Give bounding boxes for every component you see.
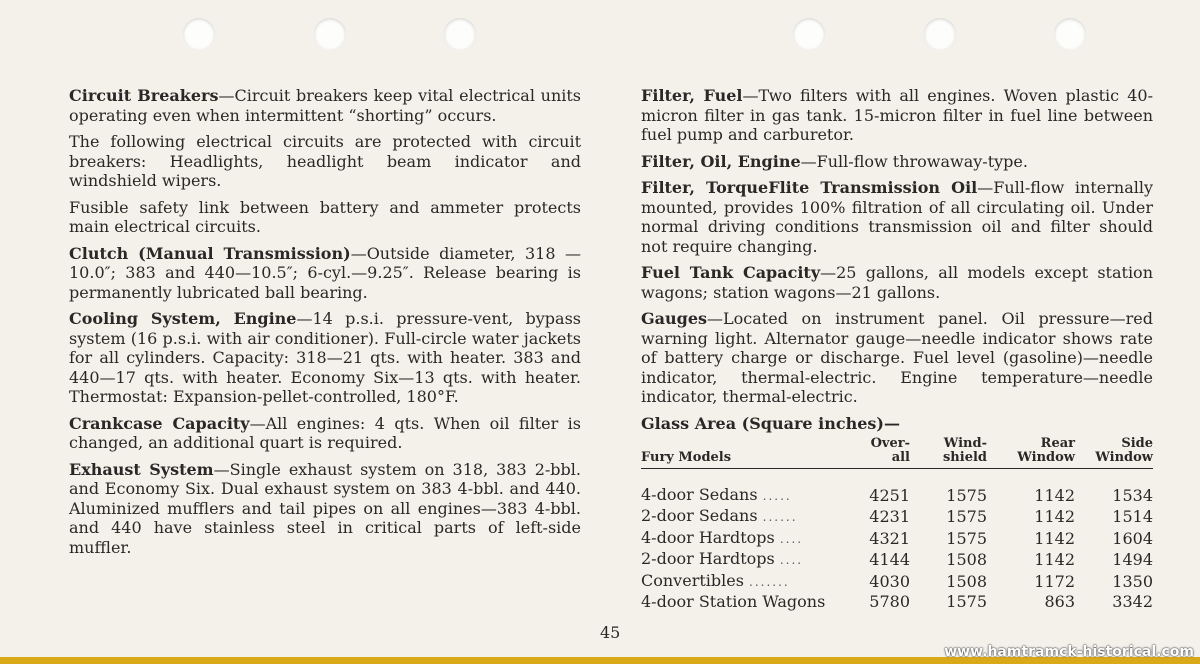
- filter-torqueflite-entry: [641, 178, 1153, 256]
- entry-text: —Located on instrument panel. Oil pressure—red warning light. Alternator gauge—needle indicator shows rate of battery charge or discharge. Fuel level (gasoline)—needle indicator, thermal-electric. Engine temperature—needle indicator, thermal-electric.: [641, 309, 1153, 406]
- page-number: 45: [600, 623, 621, 642]
- cell-windshield: 1508: [946, 571, 987, 591]
- binder-hole: [924, 18, 956, 50]
- right-column: [641, 86, 1153, 612]
- cell-windshield: 1575: [946, 528, 987, 548]
- column-header-overall: Over- all: [853, 437, 910, 469]
- cell-side-window: 1494: [1112, 550, 1153, 569]
- cell-model: 2-door Sedans ......: [641, 506, 798, 525]
- cell-side-window: 1534: [1112, 485, 1153, 505]
- entry-term: Exhaust System: [69, 459, 214, 479]
- watermark: www.hamtramck-historical.com: [944, 644, 1194, 660]
- binder-hole: [444, 18, 476, 50]
- binder-hole: [183, 18, 215, 50]
- entry-term: Clutch (Manual Transmission): [69, 243, 351, 263]
- entry-text: —Two filters with all engines. Woven plastic 40-micron filter in gas tank. 15-micron filter in fuel line between fuel pump and carburetor.: [641, 86, 1153, 144]
- glass-area-heading: Glass Area (Square inches)—: [641, 413, 900, 433]
- entry-term: Cooling System, Engine: [69, 309, 297, 328]
- filter-fuel-entry: [641, 86, 1153, 145]
- exhaust-system-entry: [69, 460, 581, 558]
- entry-text: —All engines: 4 qts. When oil filter is changed, an additional quart is required.: [69, 413, 581, 452]
- cell-overall: 4231: [869, 507, 910, 526]
- circuit-breakers-entry: [69, 86, 581, 125]
- cell-model: 4-door Sedans .....: [641, 484, 792, 504]
- fusible-link-text: Fusible safety link between battery and ammeter protects main electrical circuits.: [69, 197, 581, 236]
- cell-rear-window: 1142: [1034, 550, 1075, 569]
- cell-model: Convertibles .......: [641, 570, 790, 590]
- table-row: [641, 468, 1153, 506]
- glass-area-table: [641, 437, 1153, 612]
- fuel-tank-capacity-entry: [641, 263, 1153, 302]
- cell-windshield: 1575: [946, 507, 987, 526]
- column-header-model: Fury Models: [641, 437, 853, 469]
- entry-text: —Full-flow internally mounted, provides 100% filtration of all circulating oil. Under normal driving conditions transmission oil and filter should not require changing.: [641, 178, 1154, 256]
- entry-text: —25 gallons, all models except station wagons; station wagons—21 gallons.: [641, 263, 1153, 302]
- cell-model: 2-door Hardtops ....: [641, 549, 804, 568]
- cell-overall: 4251: [869, 485, 910, 505]
- table-row: [641, 571, 1153, 593]
- table-header-row: [641, 437, 1153, 469]
- entry-text: —Single exhaust system on 318, 383 2-bbl. and Economy Six. Dual exhaust system on 383 4-bbl. and 440. Aluminized mufflers and tail pipes on all engines—383 4-bbl. and 440 have stainless steel in critical parts of left-side muffler.: [69, 459, 581, 557]
- table-row: [641, 506, 1153, 528]
- circuits-protected-text: The following electrical circuits are protected with circuit breakers: Headlights, headlight beam indicator and windshield wipers.: [69, 132, 581, 190]
- cooling-system-entry: [69, 309, 581, 407]
- cell-windshield: 1575: [946, 485, 987, 505]
- left-column: [69, 86, 581, 564]
- cell-windshield: 1508: [946, 550, 987, 569]
- cell-rear-window: 1142: [1034, 528, 1075, 548]
- cell-side-window: 1514: [1112, 507, 1153, 526]
- cell-overall: 4030: [869, 571, 910, 591]
- column-header-side-window: Side Window: [1075, 437, 1153, 469]
- entry-term: Gauges: [641, 309, 708, 328]
- entry-text: —14 p.s.i. pressure-vent, bypass system (16 p.s.i. with air conditioner). Full-circle water jackets for all cylinders. Capacity: 318—21 qts. with heater. 383 and 440—17 qts. with heater. Economy Six—13 qts. with heater. Thermostat: Expansion-pellet-controlled, 180°F.: [69, 309, 581, 406]
- cell-rear-window: 1142: [1034, 485, 1075, 505]
- cell-side-window: 3342: [1112, 592, 1153, 611]
- binder-hole: [314, 18, 346, 50]
- entry-text: —Full-flow throwaway-type.: [800, 151, 1028, 171]
- binder-hole: [793, 18, 825, 50]
- entry-term: Crankcase Capacity: [69, 413, 250, 433]
- cell-rear-window: 863: [1044, 592, 1075, 611]
- clutch-entry: [69, 244, 581, 303]
- table-row: [641, 528, 1153, 550]
- column-header-windshield: Wind- shield: [910, 437, 987, 469]
- cell-side-window: 1350: [1112, 571, 1153, 591]
- entry-term: Filter, Oil, Engine: [641, 151, 801, 171]
- cell-overall: 4144: [869, 550, 910, 569]
- cell-model: 4-door Hardtops ....: [641, 527, 804, 547]
- filter-oil-engine-entry: [641, 152, 1153, 172]
- entry-text: —Outside diameter, 318 —10.0″; 383 and 440—10.5″; 6-cyl.—9.25″. Release bearing is permanently lubricated ball bearing.: [69, 243, 581, 302]
- cell-windshield: 1575: [946, 592, 987, 611]
- gauges-entry: [641, 309, 1153, 407]
- column-header-rear-window: Rear Window: [987, 437, 1075, 469]
- cell-side-window: 1604: [1112, 528, 1153, 548]
- entry-term: Filter, Fuel: [641, 86, 743, 105]
- entry-term: Circuit Breakers: [69, 86, 219, 105]
- entry-text: —Circuit breakers keep vital electrical units operating even when intermittent “shorting” occurs.: [69, 86, 581, 125]
- cell-rear-window: 1172: [1034, 571, 1075, 591]
- crankcase-capacity-entry: [69, 414, 581, 453]
- cell-rear-window: 1142: [1034, 507, 1075, 526]
- entry-term: Fuel Tank Capacity: [641, 263, 821, 282]
- cell-overall: 4321: [869, 528, 910, 548]
- cell-overall: 5780: [869, 592, 910, 611]
- table-row: [641, 592, 1153, 612]
- entry-term: Filter, TorqueFlite Transmission Oil: [641, 178, 978, 197]
- binder-hole: [1054, 18, 1086, 50]
- table-row: [641, 549, 1153, 571]
- cell-model: 4-door Station Wagons: [641, 592, 826, 611]
